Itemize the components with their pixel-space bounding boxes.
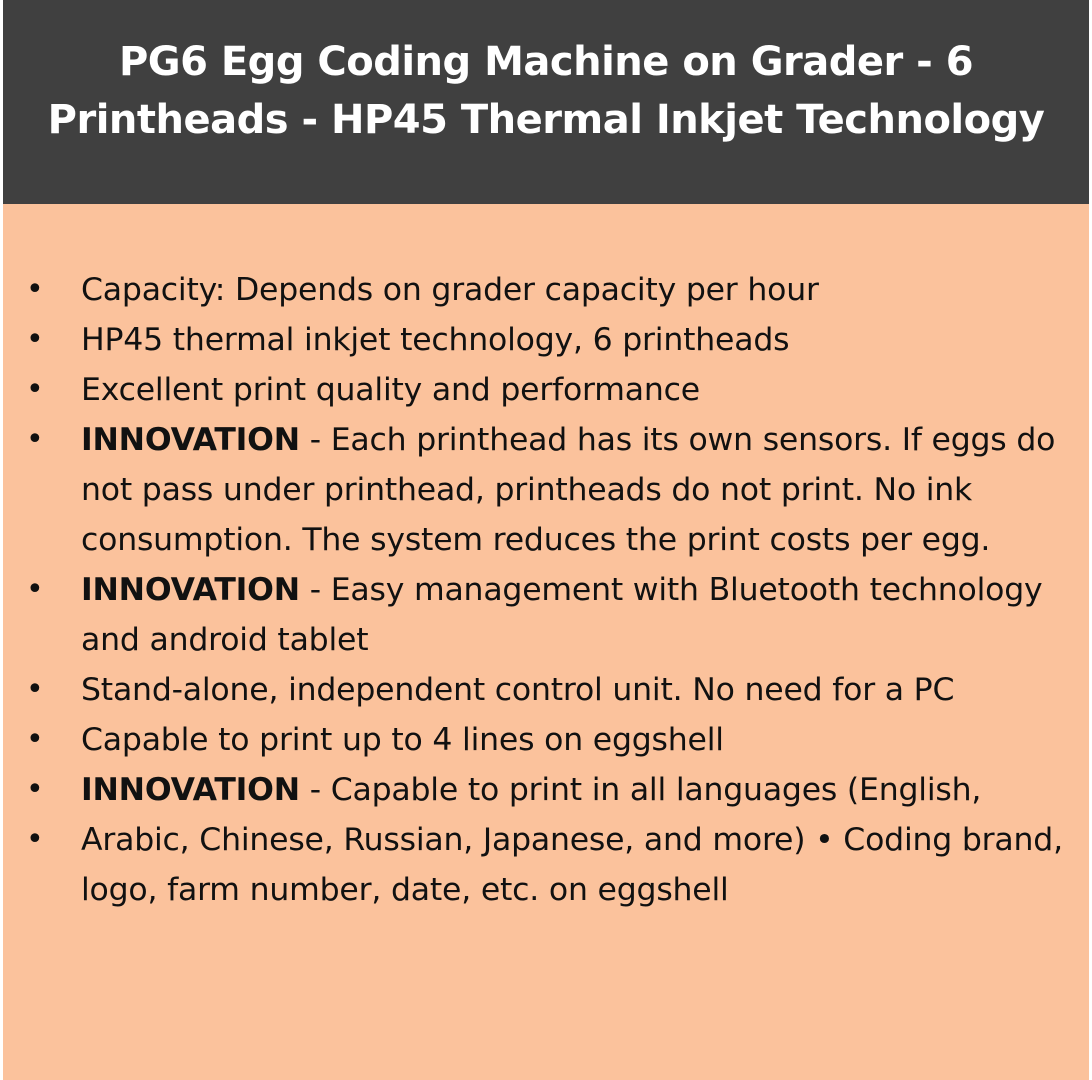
bullet-point-icon: • bbox=[26, 822, 44, 857]
slide-title bbox=[48, 33, 1045, 149]
bullet-text: Stand-alone, independent control unit. No need for a PC bbox=[81, 672, 955, 708]
innovation-label: INNOVATION bbox=[81, 422, 300, 458]
bullet-item-four-lines bbox=[3, 715, 1089, 765]
bullet-point-icon: • bbox=[26, 772, 44, 807]
slide-title-line-1: PG6 Egg Coding Machine on Grader - 6 bbox=[118, 39, 974, 85]
bullet-item-languages bbox=[3, 765, 1089, 815]
bullet-text: - Easy management with Bluetooth technology and android tablet bbox=[81, 572, 1043, 658]
bullet-list bbox=[3, 265, 1089, 915]
bullet-text: HP45 thermal inkjet technology, 6 printheads bbox=[81, 322, 790, 358]
bullet-text: Capable to print up to 4 lines on eggshell bbox=[81, 722, 724, 758]
bullet-item-standalone bbox=[3, 665, 1089, 715]
bullet-text: Arabic, Chinese, Russian, Japanese, and more) • Coding brand, logo, farm number, date, etc. on eggshell bbox=[81, 822, 1063, 908]
title-banner bbox=[3, 0, 1089, 204]
bullet-item-coding bbox=[3, 815, 1089, 915]
bullet-point-icon: • bbox=[26, 322, 44, 357]
bullet-item-capacity bbox=[3, 265, 1089, 315]
innovation-label: INNOVATION bbox=[81, 572, 300, 608]
bullet-point-icon: • bbox=[26, 422, 44, 457]
bullet-item-sensors bbox=[3, 415, 1089, 565]
bullet-item-technology bbox=[3, 315, 1089, 365]
bullet-text: Excellent print quality and performance bbox=[81, 372, 700, 408]
bullet-point-icon: • bbox=[26, 372, 44, 407]
bullet-panel bbox=[3, 204, 1089, 1080]
bullet-point-icon: • bbox=[26, 272, 44, 307]
bullet-point-icon: • bbox=[26, 672, 44, 707]
bullet-point-icon: • bbox=[26, 722, 44, 757]
bullet-item-quality bbox=[3, 365, 1089, 415]
bullet-text: Capacity: Depends on grader capacity per hour bbox=[81, 272, 819, 308]
bullet-text: - Each printhead has its own sensors. If eggs do not pass under printhead, printheads do not print. No ink consumption. The system reduces the print costs per egg. bbox=[81, 422, 1056, 558]
slide-title-line-2: Printheads - HP45 Thermal Inkjet Technology bbox=[47, 97, 1045, 143]
innovation-label: INNOVATION bbox=[81, 772, 300, 808]
bullet-point-icon: • bbox=[26, 572, 44, 607]
bullet-text: - Capable to print in all languages (English, bbox=[299, 772, 982, 808]
bullet-item-bluetooth bbox=[3, 565, 1089, 665]
